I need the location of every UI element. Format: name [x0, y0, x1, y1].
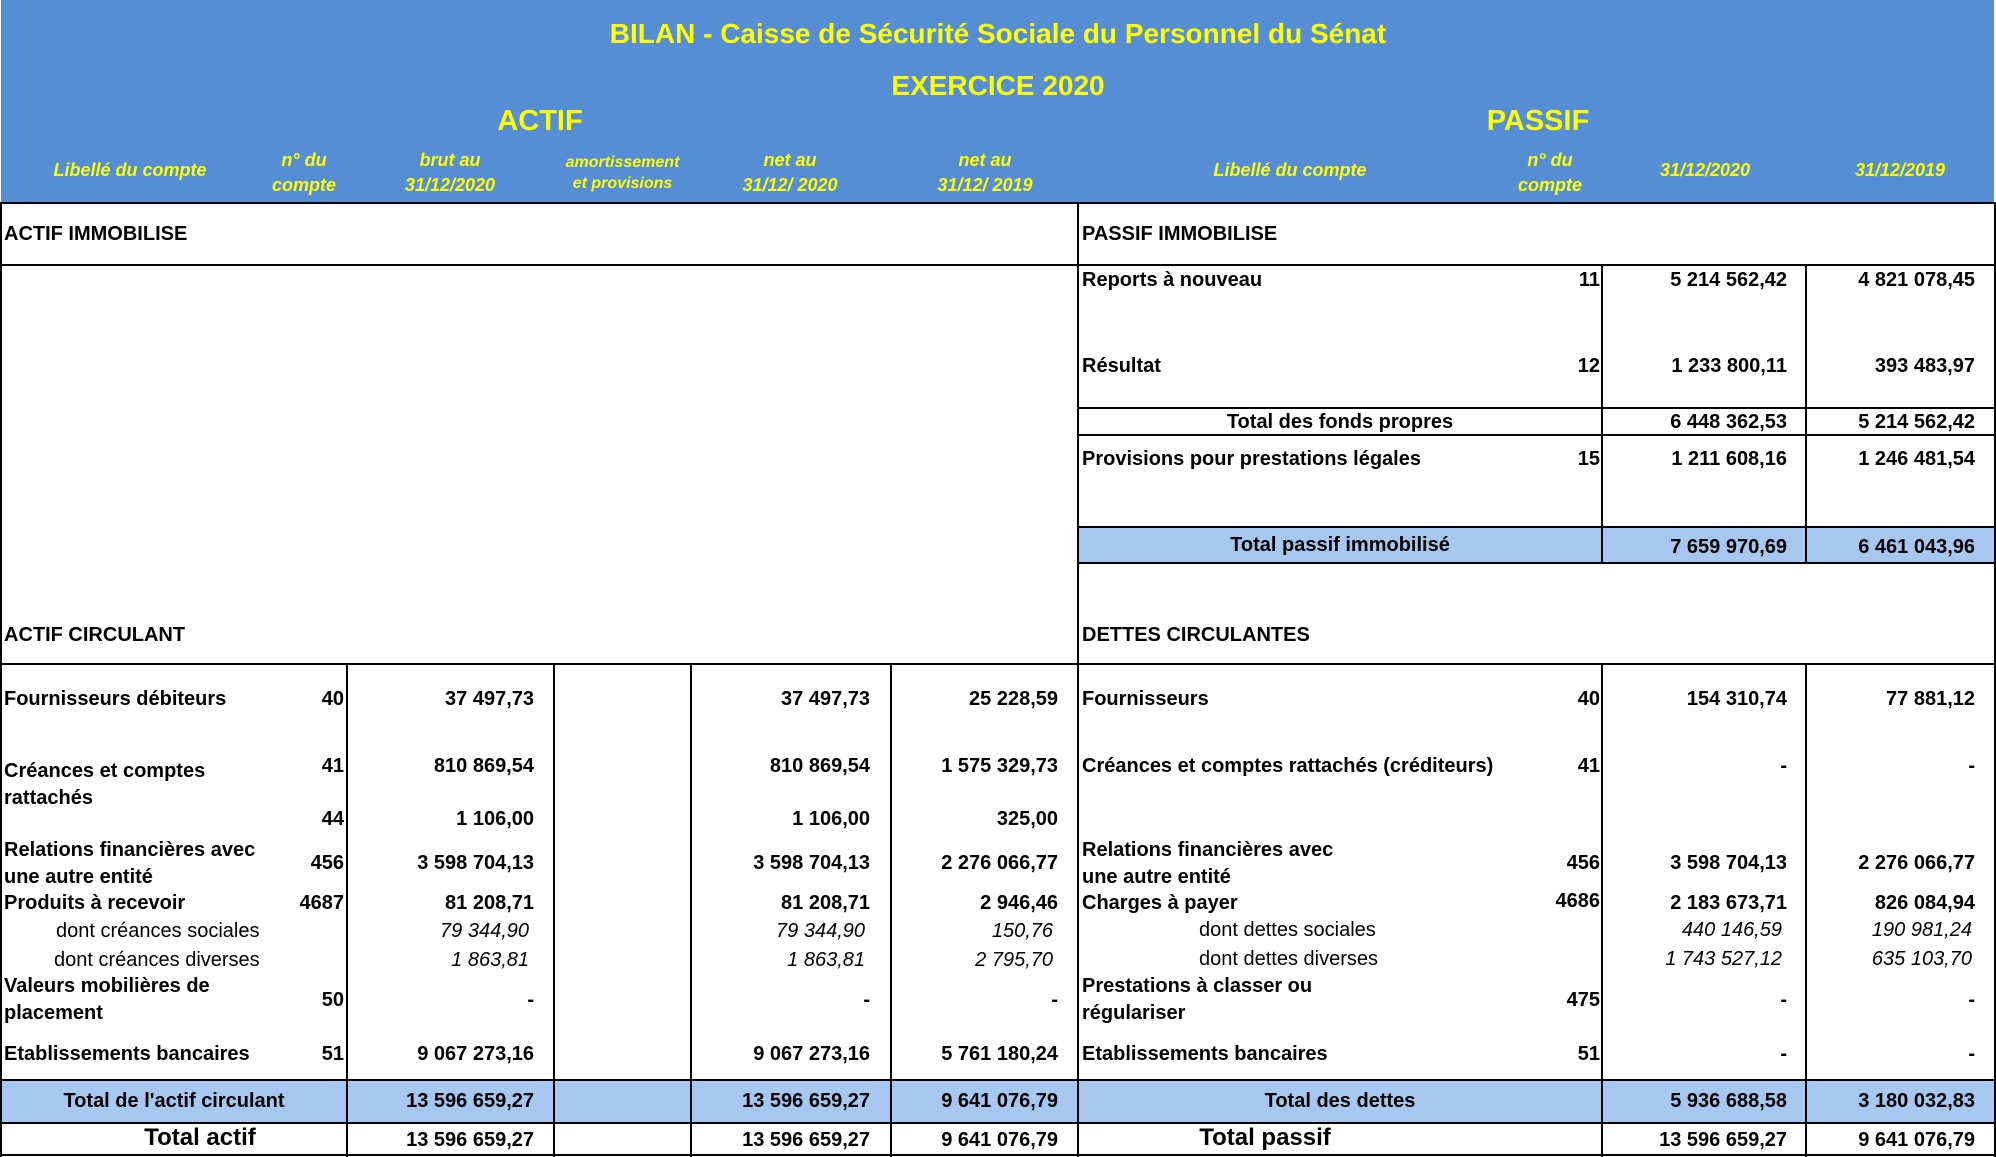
grid-line — [0, 1079, 1996, 1081]
row-account: 4687 — [299, 892, 344, 914]
row-value-2020: 5 936 688,58 — [1670, 1090, 1787, 1112]
row-value-2019: 77 881,12 — [1886, 688, 1975, 710]
grid-line — [346, 663, 348, 1157]
row-net-2019: 2 946,46 — [980, 892, 1058, 914]
row-account: 12 — [1577, 355, 1600, 377]
row-value-2020: 7 659 970,69 — [1670, 536, 1787, 558]
row-value-2020: 154 310,74 — [1686, 688, 1787, 710]
row-label: Total actif — [144, 1124, 256, 1151]
grid-line — [690, 663, 692, 1157]
row-account: 50 — [321, 989, 344, 1011]
row-brut: 81 208,71 — [445, 892, 534, 914]
actif-col-brut-header-l1: brut au — [419, 150, 481, 170]
row-brut: - — [527, 989, 534, 1011]
row-value-2019: 1 246 481,54 — [1858, 448, 1975, 470]
row-value-2019: - — [1968, 1043, 1975, 1065]
actif-col-account-header — [254, 148, 354, 198]
row-value-2020: 2 183 673,71 — [1670, 892, 1787, 914]
row-value-2020: - — [1780, 1043, 1787, 1065]
row-value-2020: 1 743 527,12 — [1665, 948, 1782, 970]
row-value-2019: 5 214 562,42 — [1858, 411, 1975, 433]
row-account: 11 — [1578, 269, 1600, 291]
row-value-2019: 2 276 066,77 — [1858, 852, 1975, 874]
row-value-2020: - — [1780, 755, 1787, 777]
exercise-label: EXERCICE 2020 — [891, 70, 1105, 101]
row-label: Fournisseurs débiteurs — [4, 688, 227, 710]
row-brut: 9 067 273,16 — [417, 1043, 534, 1065]
row-value-2019: 826 084,94 — [1874, 892, 1975, 914]
row-value-2019: 6 461 043,96 — [1858, 536, 1975, 558]
row-value-2020: 1 233 800,11 — [1671, 355, 1787, 377]
row-net-2020: 810 869,54 — [769, 755, 870, 777]
row-account: 51 — [321, 1043, 344, 1065]
row-account: 41 — [1577, 755, 1600, 777]
row-net-2020: 9 067 273,16 — [753, 1043, 870, 1065]
grid-line — [553, 663, 555, 1157]
row-value-2019: 393 483,97 — [1874, 355, 1975, 377]
row-brut: 79 344,90 — [440, 920, 529, 942]
row-account: 40 — [1577, 688, 1600, 710]
actif-col-label-header: Libellé du compte — [53, 160, 207, 180]
row-net-2019: 325,00 — [996, 808, 1058, 830]
row-label: Prestations à classer ou régulariser — [1082, 975, 1313, 1024]
passif-heading: PASSIF — [1486, 105, 1590, 137]
row-label: Provisions pour prestations légales — [1082, 448, 1421, 470]
grid-line — [1601, 264, 1603, 563]
grid-line — [1078, 526, 1996, 528]
row-value-2020: 1 211 608,16 — [1671, 448, 1787, 470]
row-label: Total de l'actif circulant — [63, 1090, 285, 1112]
passif-immobilise-title: PASSIF IMMOBILISE — [1082, 223, 1278, 245]
row-value-2020: 440 146,59 — [1681, 919, 1782, 941]
grid-line — [1805, 663, 1807, 1157]
row-label: Total passif immobilisé — [1230, 534, 1450, 556]
row-label: Total des dettes — [1264, 1090, 1416, 1112]
row-label: Valeurs mobilières de placement — [4, 975, 210, 1024]
row-net-2020: 13 596 659,27 — [742, 1129, 870, 1151]
row-label: dont dettes sociales — [1199, 919, 1376, 941]
sheet-title: BILAN - Caisse de Sécurité Sociale du Personnel du Sénat — [609, 18, 1387, 49]
row-account: 15 — [1577, 448, 1600, 470]
actif-col-account-header-l2: compte — [271, 175, 336, 195]
row-brut: 1 106,00 — [456, 808, 534, 830]
grid-line — [1078, 407, 1996, 409]
passif-col-account-header-l2: compte — [1517, 175, 1582, 195]
row-label: Relations financières avec une autre entité — [4, 839, 256, 888]
row-net-2019: 25 228,59 — [969, 688, 1058, 710]
grid-line — [1805, 264, 1807, 563]
row-label: dont dettes diverses — [1199, 948, 1378, 970]
row-value-2020: 6 448 362,53 — [1670, 411, 1787, 433]
row-value-2019: 9 641 076,79 — [1858, 1129, 1975, 1151]
actif-col-net2019-header — [905, 148, 1065, 198]
passif-col-2019-header: 31/12/2019 — [1854, 160, 1946, 180]
grid-line — [0, 663, 1996, 665]
grid-line — [0, 1122, 1996, 1124]
grid-line — [1601, 663, 1603, 1157]
row-net-2019: 150,76 — [991, 920, 1053, 942]
row-value-2019: 635 103,70 — [1871, 948, 1972, 970]
passif-col-account-header-l1: n° du — [1527, 150, 1573, 170]
row-net-2020: 37 497,73 — [781, 688, 870, 710]
row-label: dont créances diverses — [54, 949, 260, 971]
actif-col-brut-header — [370, 148, 530, 198]
row-account: 475 — [1566, 989, 1600, 1011]
row-value-2020: 5 214 562,42 — [1670, 269, 1787, 291]
row-net-2019: 5 761 180,24 — [941, 1043, 1058, 1065]
row-net-2019: 9 641 076,79 — [941, 1090, 1058, 1112]
row-label: Charges à payer — [1082, 892, 1238, 914]
row-brut: 13 596 659,27 — [406, 1129, 534, 1151]
grid-line — [1077, 202, 1079, 1157]
row-net-2020: 79 344,90 — [776, 920, 865, 942]
row-net-2020: 1 863,81 — [787, 949, 865, 971]
row-brut: 37 497,73 — [445, 688, 534, 710]
row-label: dont créances sociales — [56, 920, 260, 942]
actif-col-amort-header-l2: et provisions — [572, 175, 673, 192]
actif-col-net2020-header — [710, 148, 870, 198]
row-label: Total passif — [1199, 1124, 1331, 1151]
row-account: 41 — [321, 755, 344, 777]
row-brut: 1 863,81 — [451, 949, 529, 971]
passif-col-account-header — [1500, 148, 1600, 198]
row-net-2019: 2 795,70 — [975, 949, 1053, 971]
grid-line — [0, 264, 1996, 266]
actif-col-net2020-header-l1: net au — [763, 150, 817, 170]
actif-col-net2019-header-l2: 31/12/ 2019 — [937, 175, 1033, 195]
row-label: Produits à recevoir — [4, 892, 186, 914]
row-net-2019: - — [1051, 989, 1058, 1011]
row-brut: 810 869,54 — [433, 755, 534, 777]
row-label: Etablissements bancaires — [4, 1043, 250, 1065]
row-value-2019: - — [1968, 755, 1975, 777]
grid-line — [0, 202, 2, 1157]
actif-circulant-title: ACTIF CIRCULANT — [4, 624, 186, 646]
grid-line — [0, 202, 1996, 204]
actif-col-brut-header-l2: 31/12/2020 — [404, 175, 496, 195]
row-label: Reports à nouveau — [1082, 269, 1263, 291]
row-net-2020: 81 208,71 — [781, 892, 870, 914]
row-account: 40 — [321, 688, 344, 710]
passif-col-2020-header: 31/12/2020 — [1659, 160, 1751, 180]
row-label: Créances et comptes rattachés — [4, 760, 206, 809]
row-net-2020: 3 598 704,13 — [753, 852, 870, 874]
grid-line — [0, 1154, 1996, 1156]
row-net-2019: 2 276 066,77 — [941, 852, 1058, 874]
row-net-2020: 1 106,00 — [792, 808, 870, 830]
grid-line — [1078, 434, 1996, 436]
row-value-2019: 190 981,24 — [1871, 919, 1972, 941]
row-label: Relations financières avec une autre entité — [1082, 839, 1334, 888]
actif-col-amort-header — [545, 152, 700, 194]
row-account: 44 — [321, 808, 344, 830]
row-net-2020: 13 596 659,27 — [742, 1090, 870, 1112]
row-account: 456 — [1566, 852, 1600, 874]
row-label: Fournisseurs — [1082, 688, 1209, 710]
row-value-2020: - — [1780, 989, 1787, 1011]
row-value-2020: 3 598 704,13 — [1670, 852, 1787, 874]
grid-line — [1078, 562, 1996, 564]
actif-immobilise-title: ACTIF IMMOBILISE — [4, 223, 188, 245]
actif-col-amort-header-l1: amortissement — [565, 154, 680, 171]
row-brut: 3 598 704,13 — [417, 852, 534, 874]
row-net-2019: 9 641 076,79 — [941, 1129, 1058, 1151]
row-account: 51 — [1577, 1043, 1600, 1065]
actif-heading: ACTIF — [497, 105, 583, 137]
row-value-2020: 13 596 659,27 — [1659, 1129, 1787, 1151]
passif-col-label-header: Libellé du compte — [1213, 160, 1367, 180]
row-label: Créances et comptes rattachés (créditeurs) — [1082, 755, 1494, 777]
row-value-2019: 3 180 032,83 — [1858, 1090, 1975, 1112]
actif-col-account-header-l1: n° du — [281, 150, 327, 170]
row-value-2019: - — [1968, 989, 1975, 1011]
row-account: 4686 — [1555, 890, 1600, 912]
row-label: Total des fonds propres — [1226, 411, 1454, 433]
row-brut: 13 596 659,27 — [406, 1090, 534, 1112]
row-value-2019: 4 821 078,45 — [1858, 269, 1975, 291]
row-label: Résultat — [1082, 355, 1161, 377]
dettes-circulantes-title: DETTES CIRCULANTES — [1082, 624, 1310, 646]
actif-col-net2019-header-l1: net au — [958, 150, 1012, 170]
row-account: 456 — [310, 852, 344, 874]
row-net-2019: 1 575 329,73 — [941, 755, 1058, 777]
row-label: Etablissements bancaires — [1082, 1043, 1328, 1065]
row-net-2020: - — [863, 989, 870, 1011]
actif-col-net2020-header-l2: 31/12/ 2020 — [742, 175, 838, 195]
grid-line — [890, 663, 892, 1157]
